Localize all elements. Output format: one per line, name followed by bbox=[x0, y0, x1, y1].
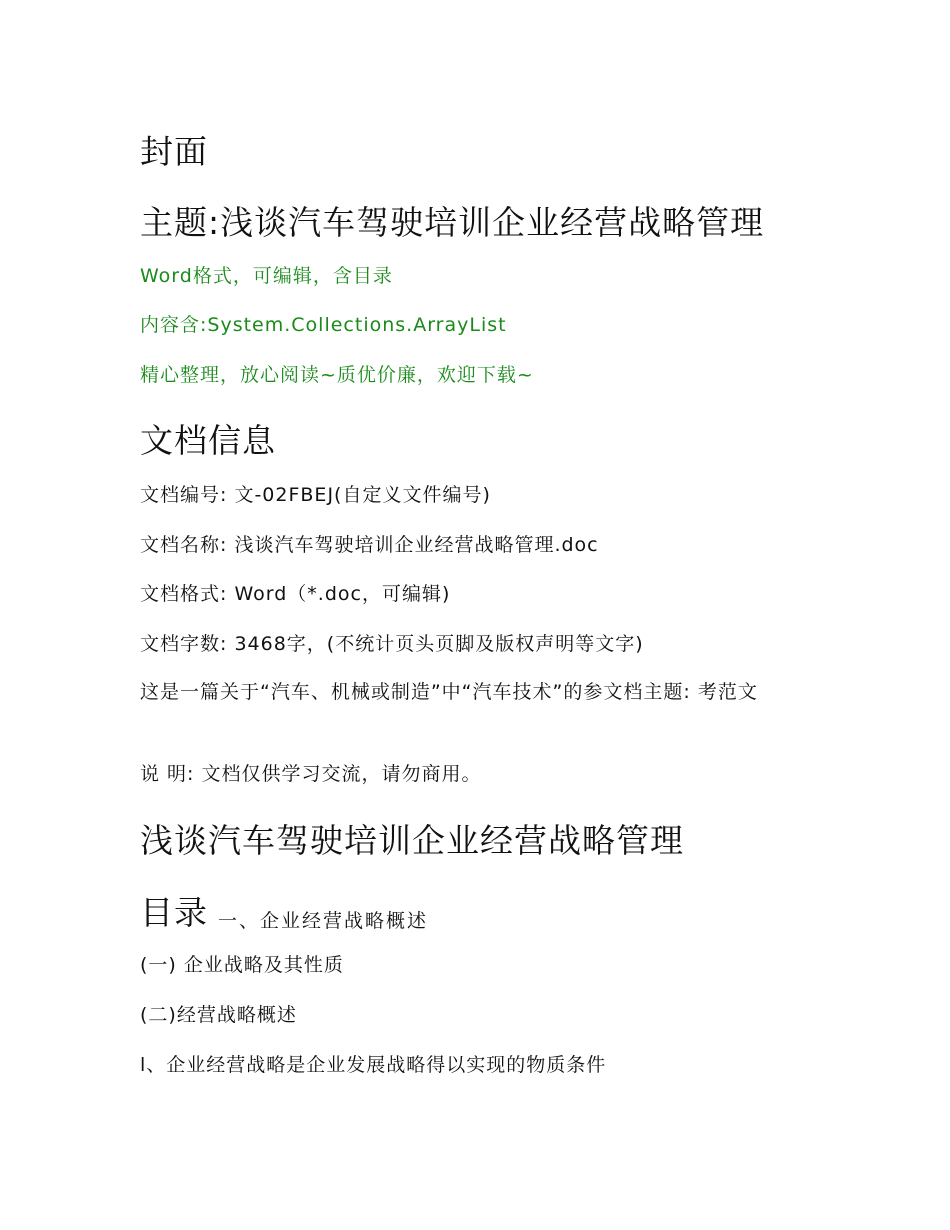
promo-note: 精心整理，放心阅读~质优价廉，欢迎下载~ bbox=[140, 364, 534, 386]
doc-info-heading: 文档信息 bbox=[140, 421, 276, 460]
toc-item: l、企业经营战略是企业发展战略得以实现的物质条件 bbox=[140, 1054, 607, 1076]
doc-format: 文档格式: Word（*.doc，可编辑) bbox=[140, 583, 451, 605]
toc-item: (二)经营战略概述 bbox=[140, 1004, 297, 1026]
toc-header-row bbox=[140, 887, 810, 934]
format-note: Word格式，可编辑，含目录 bbox=[140, 265, 393, 287]
toc-heading: 目录 bbox=[140, 893, 208, 932]
toc-item: (一) 企业战略及其性质 bbox=[140, 954, 344, 976]
doc-notice: 说 明: 文档仅供学习交流，请勿商用。 bbox=[140, 763, 482, 785]
doc-category: 这是一篇关于“汽车、机械或制造”中“汽车技术”的参文档主题: 考范文 bbox=[140, 681, 758, 703]
doc-name: 文档名称: 浅谈汽车驾驶培训企业经营战略管理.doc bbox=[140, 534, 599, 556]
document-title: 主题:浅谈汽车驾驶培训企业经营战略管理 bbox=[140, 203, 765, 242]
doc-number: 文档编号: 文-02FBEJ(自定义文件编号) bbox=[140, 484, 491, 506]
doc-word-count: 文档字数: 3468字，(不统计页头页脚及版权声明等文字) bbox=[140, 633, 644, 655]
contents-note: 内容含:System.Collections.ArrayList bbox=[140, 314, 507, 336]
toc-first-item: 一、企业经营战略概述 bbox=[218, 910, 429, 932]
article-title: 浅谈汽车驾驶培训企业经营战略管理 bbox=[140, 821, 684, 860]
cover-heading: 封面 bbox=[140, 132, 208, 171]
